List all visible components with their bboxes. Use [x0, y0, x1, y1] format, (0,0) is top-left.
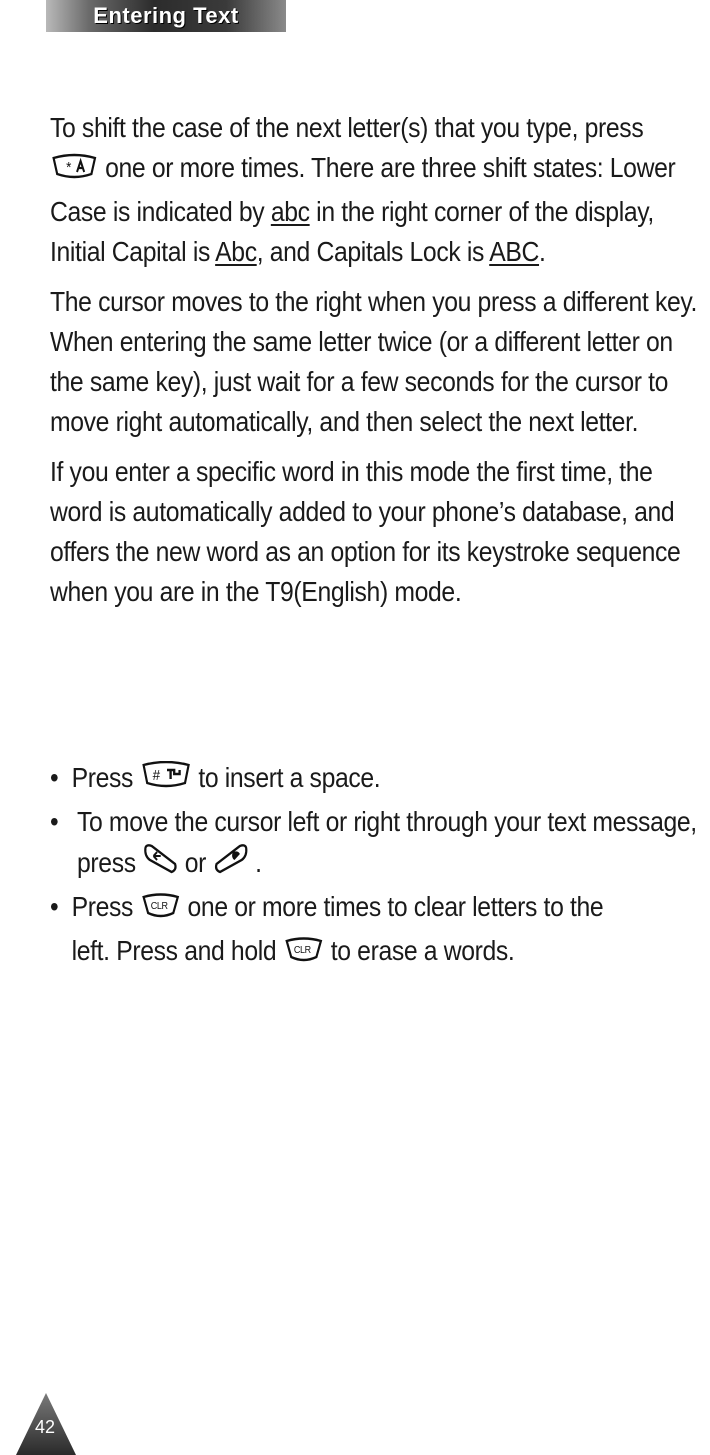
- svg-text:CLR: CLR: [293, 944, 311, 957]
- list-item-clear: • Press CLR one or more times to clear letters to the left. Press and hold CLR to erase a words.: [50, 887, 710, 975]
- star-shift-key-icon: [50, 152, 99, 192]
- clr-key-icon-2: [283, 935, 324, 975]
- list-item-space: • Press # to insert a space.: [50, 758, 710, 802]
- right-nav-key-icon: [213, 842, 249, 887]
- clr-key-icon: [140, 891, 181, 931]
- svg-text:CLR: CLR: [150, 900, 168, 913]
- paragraph-dictionary: If you enter a specific word in this mode the first time, the word is automatically added to your phone’s database, and offers the new word as an option for its keystroke sequence when you are in the T9(English) mode.: [50, 456, 681, 607]
- page-number: 42: [34, 1417, 56, 1437]
- list-item-move-cursor: • To move the cursor left or right through your text message, press or .: [50, 802, 710, 887]
- left-nav-key-icon: [142, 842, 178, 887]
- paragraph-shift-case: To shift the case of the next letter(s) that you type, press * one or more times. There are three shift states: Lower Case is indicated by abc in the right corner of the display, Initial Capital is Abc, and Capitals Lock is ABC.: [50, 112, 676, 267]
- body-text: [50, 108, 698, 622]
- hash-space-key-icon: [140, 761, 192, 802]
- paragraph-cursor: The cursor moves to the right when you press a different key. When entering the same letter twice (or a different letter on the same key), just wait for a few seconds for the cursor to move right automatically, and then select the next letter.: [50, 286, 698, 437]
- svg-text:*: *: [66, 159, 72, 177]
- key-instructions-list: [50, 758, 710, 975]
- section-title: Entering Text: [93, 3, 239, 28]
- section-header-banner: [46, 0, 286, 32]
- svg-text:#: #: [152, 767, 160, 785]
